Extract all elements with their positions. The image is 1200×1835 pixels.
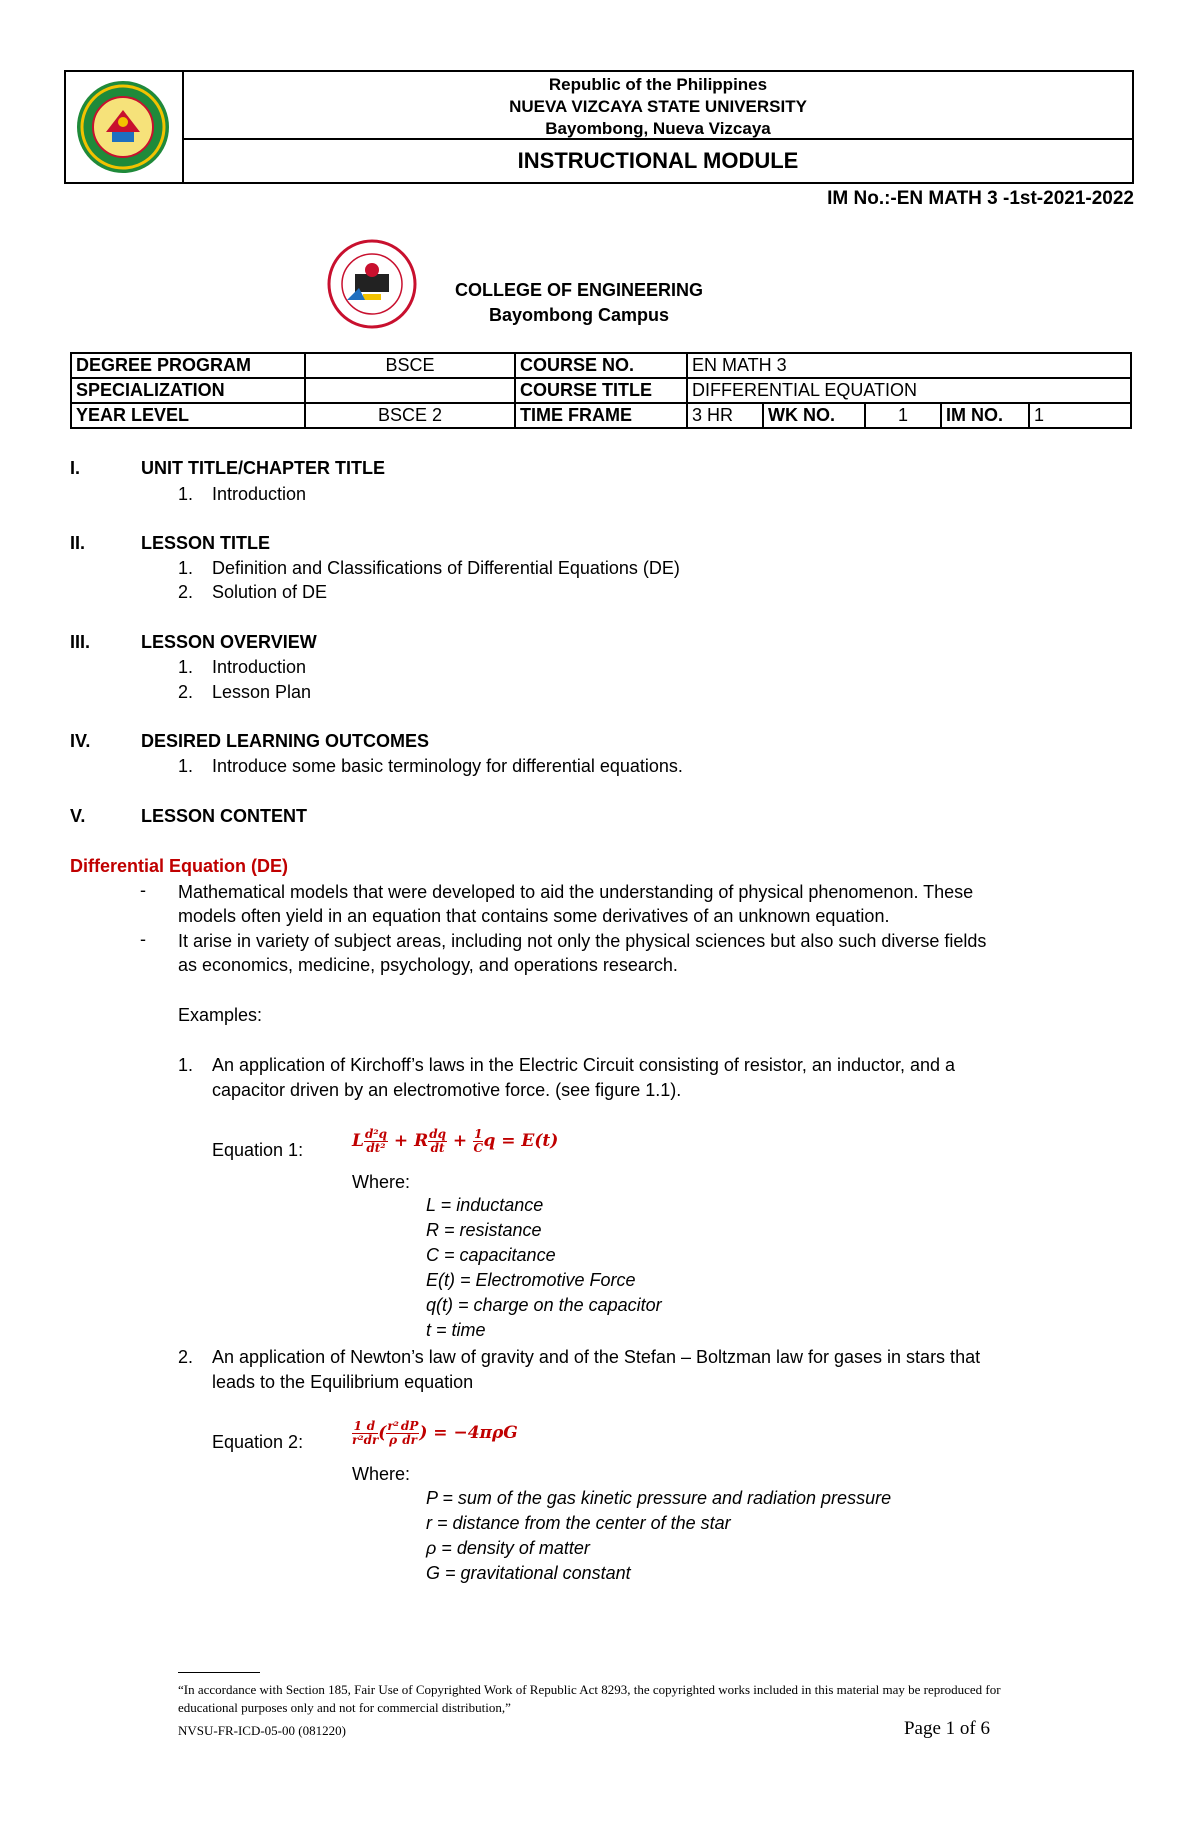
list-item: 1. Introduce some basic terminology for differential equations. [178,756,683,776]
college-campus: Bayombong Campus [489,305,670,325]
bullet-2-line-2: as economics, medicine, psychology, and operations research. [178,955,678,975]
section-heading: I. UNIT TITLE/CHAPTER TITLE [70,458,385,478]
equation-1-formula: L $\frac{\text{d²q}}{\text{dt²}}$ + R $\frac{dq}{dt}$ + $\frac{1}{C}$ q = E(t) [352,1127,559,1155]
header-line-location: Bayombong, Nueva Vizcaya [545,119,771,138]
header-line-republic: Republic of the Philippines [548,75,768,94]
university-logo-cell [66,72,184,182]
eq1-variable: L = inductance [426,1195,544,1215]
bullet-1-line-2: models often yield in an equation that contains some derivatives of an unknown equation. [178,906,890,926]
copyright-note [178,1681,1138,1717]
im-no-value: 1 [1029,403,1131,428]
table-row [71,378,1131,403]
college-block [455,278,703,328]
eq1-variable: R = resistance [426,1220,542,1240]
wk-no-label: WK NO. [763,403,865,428]
example-1-line-2: capacitor driven by an electromotive force. (see figure 1.1). [212,1080,682,1100]
list-item: 2. Solution of DE [178,582,328,602]
section-heading: III. LESSON OVERVIEW [70,632,317,652]
eq1-variable: q(t) = charge on the capacitor [426,1295,662,1315]
equation-2-label: Equation 2: [212,1432,304,1452]
eq1-variable: E(t) = Electromotive Force [426,1270,636,1290]
example-1-line-1: An application of Kirchoff’s laws in the Electric Circuit consisting of resistor, an inductor, and a [212,1055,956,1075]
degree-program-label: DEGREE PROGRAM [71,353,305,378]
list-item: 1. Introduction [178,484,307,504]
year-level-value: BSCE 2 [305,403,515,428]
eq1-variable: C = capacitance [426,1245,556,1265]
eq2-variable: G = gravitational constant [426,1563,631,1583]
im-no-label: IM NO. [941,403,1029,428]
footnote-divider [178,1672,260,1673]
list-item: 1. Definition and Classifications of Differential Equations (DE) [178,558,680,578]
table-row [71,403,1131,428]
copyright-note-line-1: “In accordance with Section 185, Fair Use of Copyrighted Work of Republic Act 8293, the copyrighted works included in this material may be reproduced for [178,1682,1001,1697]
example-number: 1. [178,1055,194,1075]
list-item: 2. Lesson Plan [178,682,312,702]
degree-program-value: BSCE [305,353,515,378]
table-row [71,353,1131,378]
course-title-value: DIFFERENTIAL EQUATION [687,378,1131,403]
equation-2-formula: $\frac{1}{\text{r²}}$ $\frac{d}{dr}$ ( $\frac{\text{r²}}{\rho}$ $\frac{dP}{dr}$ ) = −4πρG [352,1419,518,1447]
university-seal-icon [66,72,180,182]
list-item: 1. Introduction [178,657,307,677]
header-republic-block [184,72,1132,140]
example-2-line-1: An application of Newton’s law of gravity and of the Stefan – Boltzman law for gases in stars that [212,1347,981,1367]
equation-1-label: Equation 1: [212,1140,304,1160]
time-frame-value: 3 HR [687,403,763,428]
course-no-label: COURSE NO. [515,353,687,378]
bullet-2-line-1: It arise in variety of subject areas, including not only the physical sciences but also such diverse fields [178,931,987,951]
bullet-dash: - [140,929,146,949]
eq2-variable: r = distance from the center of the star [426,1513,731,1533]
example-number: 2. [178,1347,194,1367]
module-title: INSTRUCTIONAL MODULE [517,148,799,173]
header-line-university: NUEVA VIZCAYA STATE UNIVERSITY [509,97,807,116]
where-label: Where: [352,1464,411,1484]
bullet-dash: - [140,880,146,900]
course-title-label: COURSE TITLE [515,378,687,403]
section-heading: II. LESSON TITLE [70,533,271,553]
college-name: COLLEGE OF ENGINEERING [455,280,704,300]
eq2-variable: ρ = density of matter [426,1538,590,1558]
wk-no-value: 1 [865,403,941,428]
im-number: IM No.:-EN MATH 3 -1st-2021-2022 [827,188,1134,209]
example-2-line-2: leads to the Equilibrium equation [212,1372,474,1392]
header-box [64,70,1134,184]
examples-label: Examples: [178,1005,263,1025]
page-number: Page 1 of 6 [903,1718,990,1739]
bullet-1-line-1: Mathematical models that were developed to aid the understanding of physical phenomenon. These [178,882,974,902]
college-seal-icon [325,238,419,330]
section-heading: IV. DESIRED LEARNING OUTCOMES [70,731,430,751]
form-code: NVSU-FR-ICD-05-00 (081220) [178,1723,346,1738]
where-label: Where: [352,1172,411,1192]
time-frame-label: TIME FRAME [515,403,687,428]
course-info-table [70,352,1132,429]
eq1-variable: t = time [426,1320,486,1340]
specialization-value [305,378,515,403]
eq2-variable: P = sum of the gas kinetic pressure and radiation pressure [426,1488,892,1508]
specialization-label: SPECIALIZATION [71,378,305,403]
section-heading: V. LESSON CONTENT [70,806,308,826]
year-level-label: YEAR LEVEL [71,403,305,428]
course-no-value: EN MATH 3 [687,353,1131,378]
copyright-note-line-2: educational purposes only and not for commercial distribution,” [178,1700,511,1715]
content-heading: Differential Equation (DE) [70,856,289,876]
